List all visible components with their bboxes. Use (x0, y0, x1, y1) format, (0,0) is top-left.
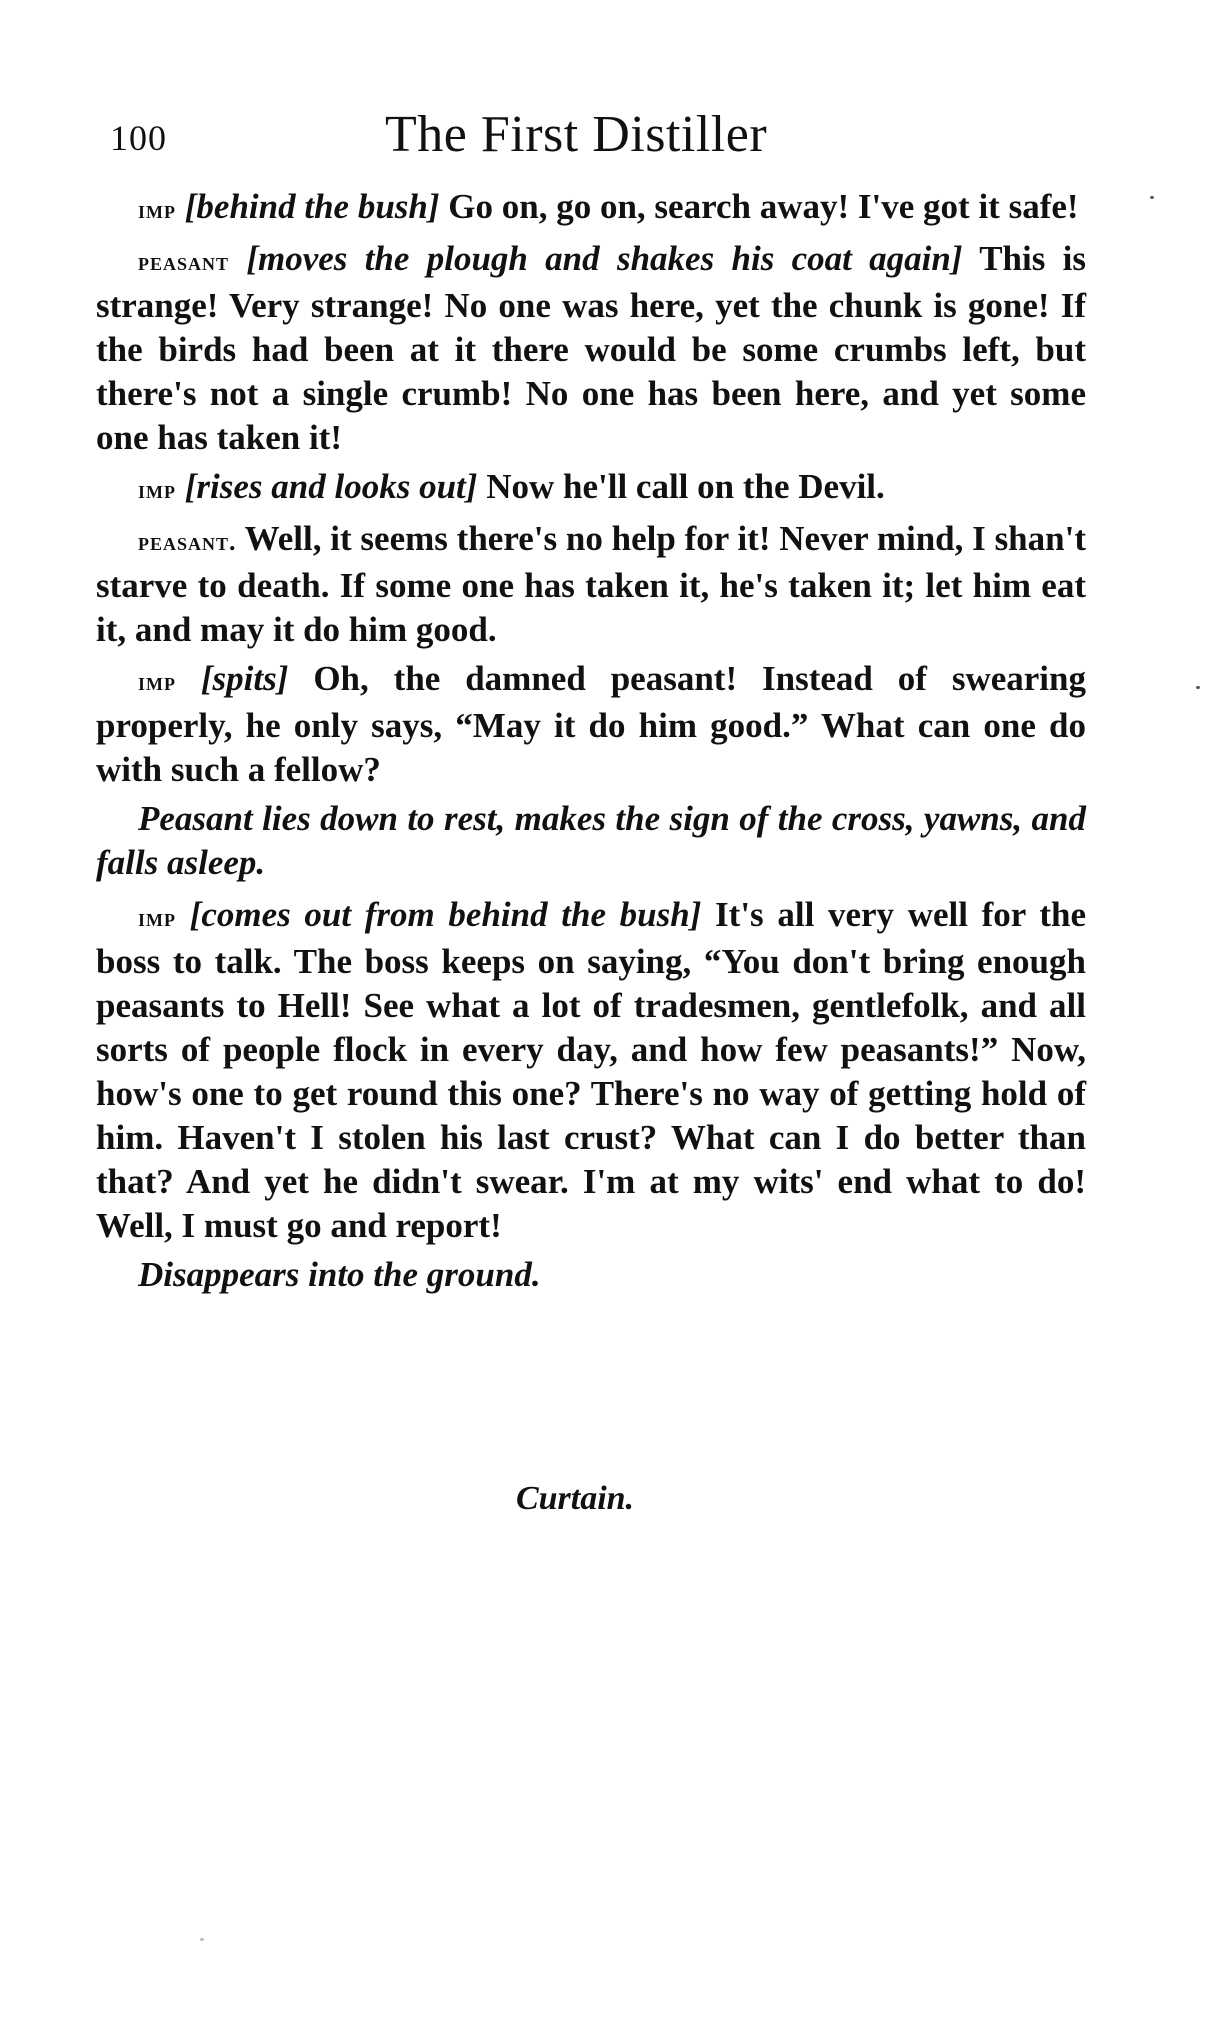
speaker-name: imp (138, 475, 176, 504)
scan-speck (1196, 686, 1200, 689)
stage-direction-paragraph: Peasant lies down to rest, makes the sign of the cross, yawns, and falls asleep. (96, 799, 1086, 882)
dialogue-paragraph (96, 237, 1086, 460)
stage-direction: [spits] (200, 659, 289, 698)
dialogue-paragraph (96, 517, 1086, 652)
dialogue-text: Now he'll call on the Devil. (477, 467, 885, 506)
stage-direction-paragraph: Disappears into the ground. (138, 1255, 541, 1294)
speaker-name: peasant (138, 247, 230, 276)
page-number: 100 (110, 118, 167, 158)
running-title: The First Distiller (385, 106, 768, 163)
play-text (96, 185, 1086, 1305)
page-header (110, 105, 1070, 175)
dialogue-text: Oh, the damned peasant! Instead of swearing properly, he only says, “May it do him good.” What can one do with such a fellow? (96, 659, 1086, 789)
scan-speck (200, 1938, 204, 1941)
speaker-name: imp (138, 667, 176, 696)
stage-direction: [comes out from behind the bush] (189, 895, 702, 934)
dialogue-text: This is strange! Very strange! No one was here, yet the chunk is gone! If the birds had been at it there would be some crumbs left, but there's not a single crumb! No one has been here, and yet some one has taken it! (96, 239, 1087, 457)
stage-direction: [moves the plough and shakes his coat again] (246, 239, 963, 278)
curtain-line: Curtain. (515, 1480, 635, 1517)
dialogue-paragraph (96, 185, 1086, 232)
speaker-name: imp (138, 903, 176, 932)
dialogue-text: It's all very well for the boss to talk. The boss keeps on saying, “You don't bring enough peasants to Hell! See what a lot of tradesmen, gentlefolk, and all sorts of people flock in every day, and how few peasants!” Now, how's one to get round this one? There's no way of getting hold of him. Haven't I stolen his last crust? What can I do better than that? And yet he didn't swear. I'm at my wits' end what to do! Well, I must go and report! (96, 895, 1086, 1245)
dialogue-text: Well, it seems there's no help for it! Never mind, I shan't starve to death. If some one has taken it, he's taken it; let him eat it, and may it do him good. (96, 519, 1086, 649)
dialogue-paragraph (96, 465, 1086, 512)
dialogue-paragraph (96, 893, 1086, 1248)
stage-direction: [rises and looks out] (184, 467, 478, 506)
dialogue-paragraph (96, 657, 1086, 792)
dialogue-text: Go on, go on, search away! I've got it safe! (439, 187, 1079, 226)
stage-direction: [behind the bush] (184, 187, 440, 226)
scan-speck (1150, 196, 1154, 199)
speaker-name: imp (138, 195, 176, 224)
speaker-name: peasant. (138, 527, 237, 556)
